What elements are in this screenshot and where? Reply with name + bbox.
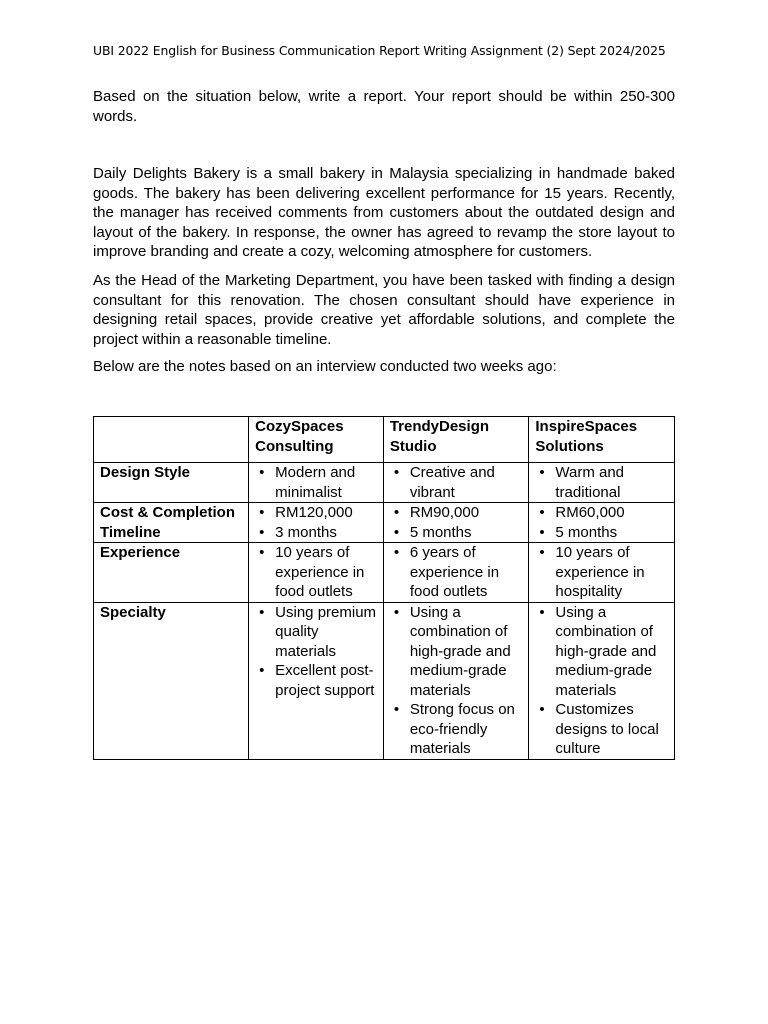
list-item [255, 661, 377, 700]
bullet-icon: • [259, 662, 265, 679]
cell-text: Strong focus on eco-friendly materials [409, 701, 515, 757]
bullet-icon: • [539, 603, 545, 621]
bullet-icon: • [539, 701, 545, 718]
table-cell [383, 543, 529, 603]
notes-intro-paragraph: Below are the notes based on an interview conducted two weeks ago: [93, 358, 557, 375]
cell-list [255, 463, 377, 502]
cell-text: Customizes designs to local culture [555, 701, 659, 757]
table-row [94, 463, 675, 503]
list-item [535, 603, 668, 701]
cell-list [535, 543, 668, 602]
list-item [390, 463, 523, 502]
cell-text: Using premium quality materials [275, 603, 377, 660]
list-item [255, 523, 377, 543]
list-item [390, 503, 523, 523]
table-header-empty [94, 417, 249, 463]
table-row [94, 543, 675, 603]
list-item [390, 543, 523, 602]
table-cell [529, 543, 675, 603]
cell-text: 3 months [275, 523, 337, 541]
list-item [255, 543, 377, 602]
row-label-specialty: Specialty [94, 602, 249, 759]
bullet-icon: • [539, 544, 545, 561]
cell-text: Using a combination of high-grade and medium-grade materials [409, 603, 511, 699]
bullet-icon: • [393, 504, 400, 521]
table-cell [529, 463, 675, 503]
list-item [535, 543, 668, 602]
instructions-paragraph: Based on the situation below, write a report. Your report should be within 250-300 words. [93, 88, 675, 125]
task-paragraph: As the Head of the Marketing Department, you have been tasked with finding a design consultant for this renovation. The chosen consultant should have experience in designing retail spaces, provide creative yet affordable solutions, and complete the project within a reasonable timeline. [93, 272, 675, 348]
cell-list [255, 603, 377, 701]
cell-text: Using a combination of high-grade and medium-grade materials [555, 603, 657, 699]
cell-text: 6 years of experience in food outlets [409, 544, 500, 600]
consultant-comparison-table [93, 416, 675, 760]
bullet-icon: • [539, 523, 545, 541]
situation-paragraph: Daily Delights Bakery is a small bakery in Malaysia specializing in handmade baked goods. The bakery has been delivering excellent performance for 15 years. Recently, the manager has received comments from customers about the outdated design and layout of the bakery. In response, the owner has agreed to revamp the store layout to improve branding and create a cozy, welcoming atmosphere for customers. [93, 165, 675, 260]
cell-text: Excellent post-project support [275, 662, 375, 699]
table-row [94, 503, 675, 543]
list-item [390, 603, 523, 701]
table-row [94, 602, 675, 759]
bullet-icon: • [393, 701, 400, 718]
table-header-row [94, 417, 675, 463]
list-item [535, 523, 668, 543]
bullet-icon: • [393, 523, 400, 541]
list-item [535, 700, 668, 759]
cell-text: RM120,000 [275, 504, 353, 521]
document-header: UBI 2022 English for Business Communication Report Writing Assignment (2) Sept 2024/2025 [93, 43, 666, 58]
table-cell [249, 602, 384, 759]
bullet-icon: • [259, 464, 265, 481]
bullet-icon: • [259, 504, 265, 521]
cell-text: Modern and minimalist [275, 464, 356, 501]
bullet-icon: • [393, 603, 400, 621]
list-item [535, 463, 668, 502]
cell-list [255, 543, 377, 602]
cell-list [390, 503, 523, 542]
table-cell [249, 463, 384, 503]
row-label-experience: Experience [94, 543, 249, 603]
list-item [390, 523, 523, 543]
cell-list [535, 603, 668, 759]
cell-list [535, 463, 668, 502]
table-cell [249, 503, 384, 543]
row-label-design-style: Design Style [94, 463, 249, 503]
cell-text: 5 months [409, 523, 472, 541]
cell-text: 10 years of experience in food outlets [275, 544, 365, 600]
list-item [390, 700, 523, 759]
cell-list [255, 503, 377, 542]
cell-list [390, 463, 523, 502]
table-cell [383, 602, 529, 759]
cell-text: Creative and vibrant [409, 464, 495, 501]
cell-text: RM60,000 [555, 504, 625, 521]
bullet-icon: • [259, 603, 265, 621]
table-cell [383, 463, 529, 503]
cell-text: 10 years of experience in hospitality [555, 544, 645, 600]
bullet-icon: • [393, 464, 400, 481]
row-label-cost-timeline: Cost & Completion Timeline [94, 503, 249, 543]
list-item [255, 603, 377, 662]
table-cell [249, 543, 384, 603]
list-item [255, 503, 377, 523]
table-cell [529, 602, 675, 759]
list-item [255, 463, 377, 502]
cell-text: RM90,000 [409, 504, 480, 521]
table-header-cozyspaces: CozySpaces Consulting [249, 417, 384, 463]
bullet-icon: • [393, 544, 400, 561]
table-header-trendydesign: TrendyDesign Studio [383, 417, 529, 463]
cell-text: Warm and traditional [555, 464, 625, 501]
bullet-icon: • [539, 504, 545, 521]
cell-list [390, 603, 523, 759]
list-item [535, 503, 668, 523]
cell-list [390, 543, 523, 602]
table-cell [383, 503, 529, 543]
table-header-inspirespaces: InspireSpaces Solutions [529, 417, 675, 463]
table-cell [529, 503, 675, 543]
bullet-icon: • [259, 544, 265, 561]
bullet-icon: • [539, 464, 545, 481]
cell-list [535, 503, 668, 542]
cell-text: 5 months [555, 523, 618, 541]
bullet-icon: • [259, 523, 265, 541]
